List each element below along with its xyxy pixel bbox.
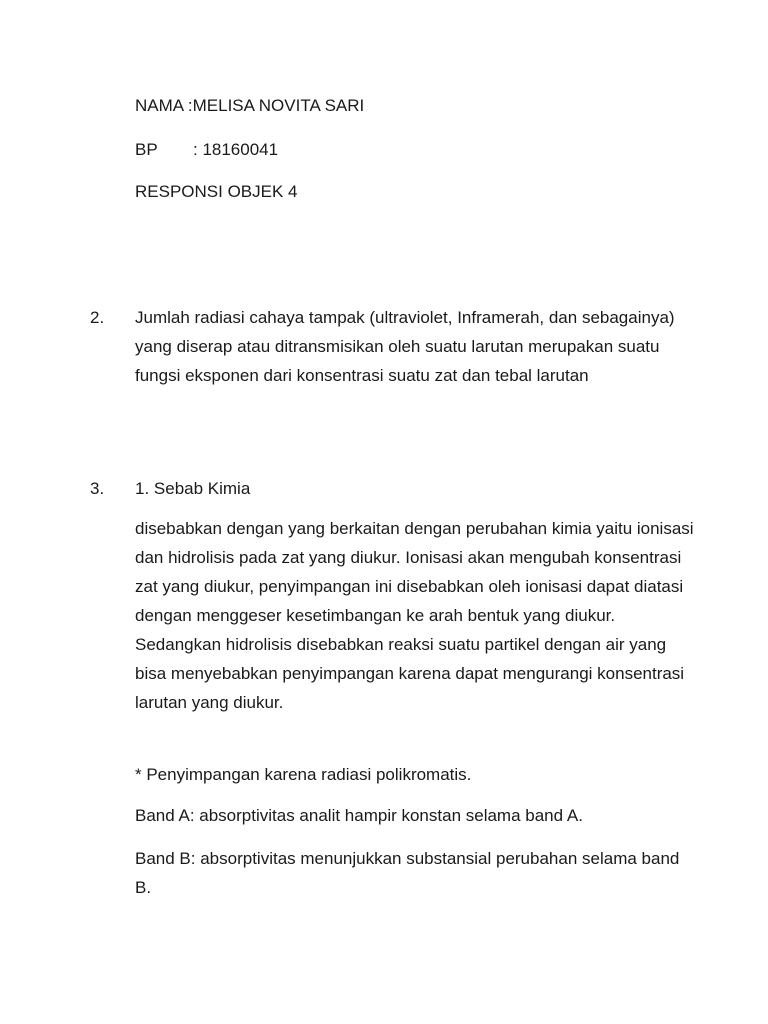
student-name: NAMA :MELISA NOVITA SARI <box>135 96 365 115</box>
item-3-number: 3. <box>90 479 105 498</box>
item-3-heading: 1. Sebab Kimia <box>135 479 251 498</box>
bp-label: BP <box>135 140 158 159</box>
item-3-paragraph: disebabkan dengan yang berkaitan dengan perubahan kimia yaitu ionisasi dan hidrolisis pada zat yang diukur. Ionisasi akan mengubah konsentrasi zat yang diukur, penyimpangan ini disebabkan oleh ionisasi dapat diatasi dengan menggeser kesetimbangan ke arah bentuk yang diukur. Sedangkan hidrolisis disebabkan reaksi suatu partikel dengan air yang bisa menyebabkan penyimpangan karena dapat mengurangi konsentrasi larutan yang diukur. <box>135 519 694 712</box>
band-a-text: Band A: absorptivitas analit hampir konstan selama band A. <box>135 806 583 825</box>
penyimpangan-heading: * Penyimpangan karena radiasi polikromatis. <box>135 765 472 784</box>
item-2-text: Jumlah radiasi cahaya tampak (ultraviolet, Inframerah, dan sebagainya) yang diserap atau ditransmisikan oleh suatu larutan merupakan suatu fungsi eksponen dari konsentrasi suatu zat dan tebal larutan <box>135 308 675 385</box>
band-b-text: Band B: absorptivitas menunjukkan substansial perubahan selama band B. <box>135 849 680 897</box>
bp-value: : 18160041 <box>193 140 279 159</box>
item-2-number: 2. <box>90 308 105 327</box>
responsi-title: RESPONSI OBJEK 4 <box>135 182 298 201</box>
